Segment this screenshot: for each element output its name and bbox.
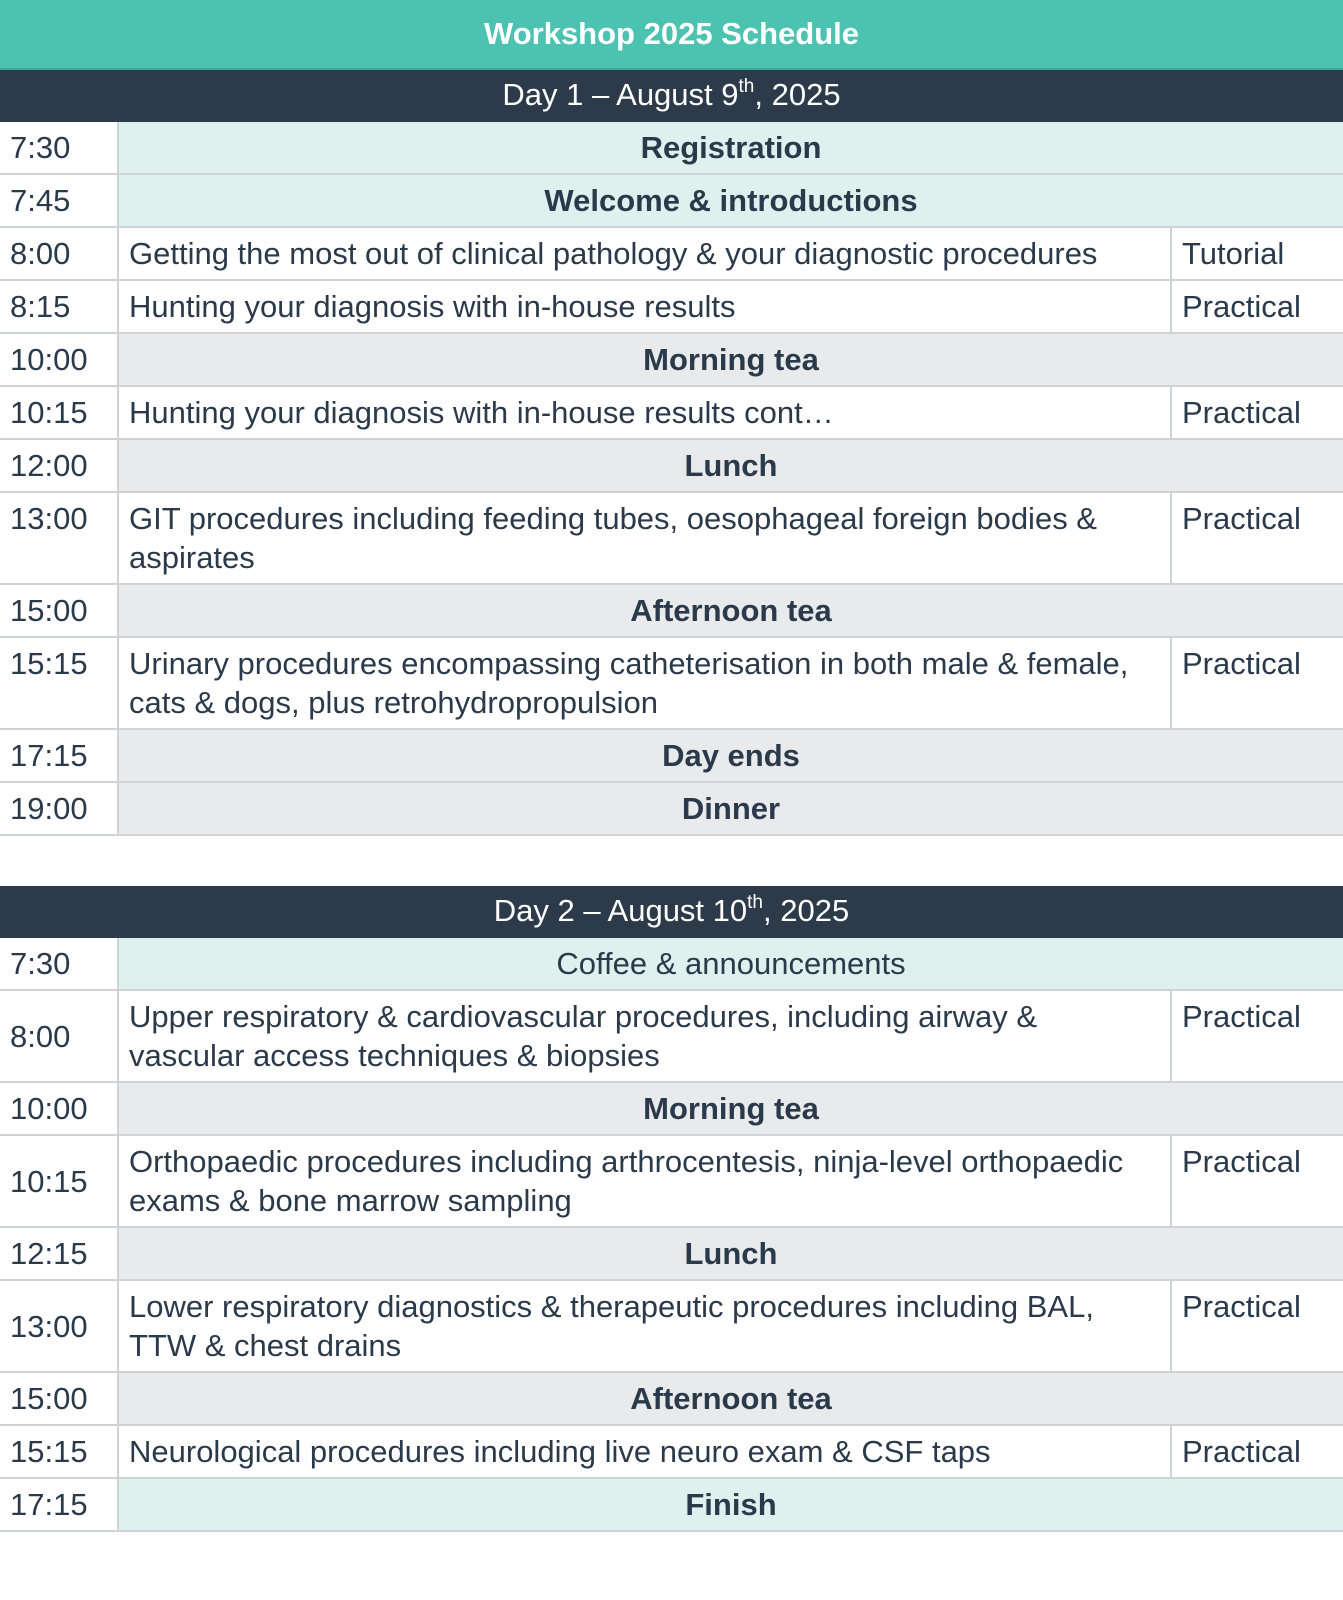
session-type: Practical: [1171, 990, 1343, 1082]
break-row: [0, 584, 1343, 637]
break-label: Morning tea: [118, 1082, 1343, 1135]
time-cell: 15:00: [0, 1372, 118, 1425]
break-label: Afternoon tea: [118, 584, 1343, 637]
session-type: Practical: [1171, 1135, 1343, 1227]
time-cell: 12:00: [0, 439, 118, 492]
time-cell: 13:00: [0, 492, 118, 584]
time-cell: 7:45: [0, 174, 118, 227]
day-heading: [0, 69, 1343, 121]
time-cell: 7:30: [0, 121, 118, 174]
day-heading-text: Day 1 – August 9: [502, 77, 739, 112]
schedule-title: Workshop 2025 Schedule: [0, 0, 1343, 69]
time-cell: 8:00: [0, 227, 118, 280]
session-row: [0, 1135, 1343, 1227]
break-row: [0, 439, 1343, 492]
title-row: [0, 0, 1343, 69]
time-cell: 15:00: [0, 584, 118, 637]
break-label: Welcome & introductions: [118, 174, 1343, 227]
session-type: Practical: [1171, 1425, 1343, 1478]
day-heading-year: , 2025: [754, 77, 841, 112]
time-cell: 8:00: [0, 990, 118, 1082]
time-cell: 15:15: [0, 1425, 118, 1478]
time-cell: 19:00: [0, 782, 118, 835]
break-label: Day ends: [118, 729, 1343, 782]
time-cell: 12:15: [0, 1227, 118, 1280]
session-title: Hunting your diagnosis with in-house results cont…: [118, 386, 1171, 439]
session-row: [0, 1425, 1343, 1478]
day-header-row: [0, 886, 1343, 937]
break-row: [0, 1372, 1343, 1425]
day-header-row: [0, 69, 1343, 121]
day-gap: [0, 836, 1343, 886]
break-label: Registration: [118, 121, 1343, 174]
break-row: [0, 937, 1343, 990]
session-title: Upper respiratory & cardiovascular procedures, including airway & vascular access techniques & biopsies: [118, 990, 1171, 1082]
break-label: Lunch: [118, 1227, 1343, 1280]
break-label: Lunch: [118, 439, 1343, 492]
break-row: [0, 1082, 1343, 1135]
break-row: [0, 174, 1343, 227]
break-row: [0, 1227, 1343, 1280]
time-cell: 8:15: [0, 280, 118, 333]
session-type: Practical: [1171, 280, 1343, 333]
break-label: Dinner: [118, 782, 1343, 835]
session-title: Getting the most out of clinical pathology & your diagnostic procedures: [118, 227, 1171, 280]
time-cell: 10:00: [0, 1082, 118, 1135]
day-heading-year: , 2025: [763, 893, 850, 928]
break-row: [0, 121, 1343, 174]
session-title: GIT procedures including feeding tubes, oesophageal foreign bodies & aspirates: [118, 492, 1171, 584]
break-row: [0, 729, 1343, 782]
session-title: Orthopaedic procedures including arthrocentesis, ninja-level orthopaedic exams & bone marrow sampling: [118, 1135, 1171, 1227]
session-row: [0, 227, 1343, 280]
session-title: Urinary procedures encompassing catheterisation in both male & female, cats & dogs, plus retrohydropropulsion: [118, 637, 1171, 729]
time-cell: 17:15: [0, 729, 118, 782]
break-label: Afternoon tea: [118, 1372, 1343, 1425]
day-2-section: [0, 886, 1343, 1531]
time-cell: 17:15: [0, 1478, 118, 1531]
schedule-table-day-2: [0, 886, 1343, 1532]
time-cell: 13:00: [0, 1280, 118, 1372]
break-row: [0, 1478, 1343, 1531]
time-cell: 10:15: [0, 1135, 118, 1227]
day-heading-ordinal: th: [747, 891, 763, 913]
day-heading: [0, 886, 1343, 937]
session-type: Tutorial: [1171, 227, 1343, 280]
session-row: [0, 280, 1343, 333]
break-label: Coffee & announcements: [118, 937, 1343, 990]
time-cell: 7:30: [0, 937, 118, 990]
session-row: [0, 1280, 1343, 1372]
session-title: Hunting your diagnosis with in-house results: [118, 280, 1171, 333]
time-cell: 10:15: [0, 386, 118, 439]
session-type: Practical: [1171, 637, 1343, 729]
session-title: Lower respiratory diagnostics & therapeutic procedures including BAL, TTW & chest drains: [118, 1280, 1171, 1372]
session-type: Practical: [1171, 1280, 1343, 1372]
day-heading-ordinal: th: [738, 75, 755, 97]
session-type: Practical: [1171, 386, 1343, 439]
break-label: Morning tea: [118, 333, 1343, 386]
time-cell: 15:15: [0, 637, 118, 729]
session-row: [0, 492, 1343, 584]
session-type: Practical: [1171, 492, 1343, 584]
time-cell: 10:00: [0, 333, 118, 386]
session-row: [0, 386, 1343, 439]
break-label: Finish: [118, 1478, 1343, 1531]
session-row: [0, 990, 1343, 1082]
session-title: Neurological procedures including live neuro exam & CSF taps: [118, 1425, 1171, 1478]
day-heading-text: Day 2 – August 10: [493, 893, 748, 928]
break-row: [0, 333, 1343, 386]
session-row: [0, 637, 1343, 729]
break-row: [0, 782, 1343, 835]
